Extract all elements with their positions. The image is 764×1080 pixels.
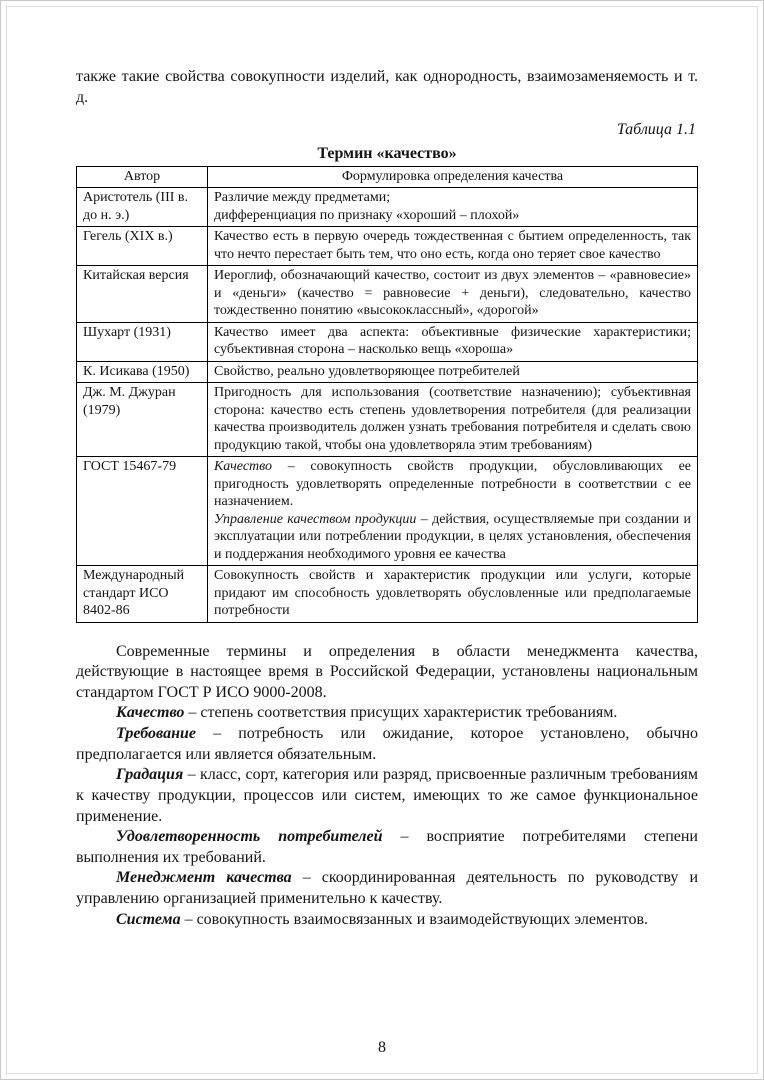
- body-paragraph: [76, 703, 698, 724]
- paragraph-text: – потребность или ожидание, которое установлено, обычно предполагается или является обязательным.: [76, 725, 698, 763]
- paragraph-text: – класс, сорт, категория или разряд, присвоенные различным требованиям к качеству продукции, процессов или систем, имеющих то же самое функциональное применение.: [76, 766, 698, 825]
- term-label: Удовлетворенность потребителей: [116, 828, 383, 846]
- table-row: [77, 188, 698, 227]
- body-paragraph: [76, 642, 698, 704]
- table-row: [77, 227, 698, 266]
- author-cell: Международный стандарт ИСО 8402-86: [77, 566, 208, 623]
- definition-column-header: Формулировка определения качества: [208, 166, 698, 188]
- term-label: Качество: [116, 704, 185, 722]
- table-caption: Таблица 1.1: [616, 120, 696, 138]
- table-row: [77, 566, 698, 623]
- definition-cell: Совокупность свойств и характеристик продукции или услуги, которые придают им способность удовлетворять обусловленные или предполагаемые потребности: [208, 566, 698, 623]
- table-row: [77, 361, 698, 383]
- body-paragraph: [76, 724, 698, 765]
- paragraph-text: Современные термины и определения в области менеджмента качества, действующие в настоящее время в Российской Федерации, установлены национальным стандартом ГОСТ Р ИСО 9000-2008.: [76, 642, 698, 701]
- definition-cell: Свойство, реально удовлетворяющее потребителей: [208, 361, 698, 383]
- term-label: Система: [116, 910, 181, 928]
- term-label: Менеджмент качества: [116, 869, 292, 887]
- paragraph-text: – восприятие потребителями степени выполнения их требований.: [76, 828, 698, 866]
- author-cell: ГОСТ 15467-79: [77, 457, 208, 566]
- page-content: [76, 67, 698, 930]
- term-table-body: [77, 188, 698, 623]
- author-cell: Аристотель (III в. до н. э.): [77, 188, 208, 227]
- table-row: [77, 322, 698, 361]
- table-header-row: [77, 166, 698, 188]
- body-paragraph: [76, 910, 698, 931]
- table-title: Термин «качество»: [317, 144, 457, 162]
- definition-cell: Качество имеет два аспекта: объективные физические характеристики; субъективная сторона – насколько вещь «хороша»: [208, 322, 698, 361]
- table-row: [77, 457, 698, 566]
- intro-paragraph: также такие свойства совокупности изделий, как однородность, взаимозаменяемость и т. д.: [76, 68, 698, 106]
- author-cell: Шухарт (1931): [77, 322, 208, 361]
- paragraph-text: – совокупность взаимосвязанных и взаимодействующих элементов.: [180, 910, 649, 928]
- term-table: [76, 166, 698, 623]
- table-row: [77, 383, 698, 457]
- body-paragraphs: [76, 642, 698, 931]
- page-number: 8: [378, 1039, 386, 1056]
- definition-cell: Качество – совокупность свойств продукции, обусловливающих ее пригодность удовлетворять определенные потребности в соответствии с ее назначением. Управление качеством продукции – действия, осуществляемые при создании и эксплуатации или потреблении продукции, в целях установления, обеспечения и поддержания необходимого уровня ее качества: [208, 457, 698, 566]
- author-column-header: Автор: [77, 166, 208, 188]
- author-cell: Китайская версия: [77, 266, 208, 323]
- term-label: Градация: [116, 766, 184, 784]
- body-paragraph: [76, 827, 698, 868]
- author-cell: К. Исикава (1950): [77, 361, 208, 383]
- author-cell: Гегель (XIX в.): [77, 227, 208, 266]
- author-cell: Дж. М. Джуран (1979): [77, 383, 208, 457]
- paragraph-text: – степень соответствия присущих характеристик требованиям.: [184, 704, 618, 722]
- body-paragraph: [76, 765, 698, 827]
- definition-cell: Качество есть в первую очередь тождественная с бытием определенность, так что нечто перестает быть тем, что оно есть, когда оно теряет свое качество: [208, 227, 698, 266]
- definition-cell: Пригодность для использования (соответствие назначению); субъективная сторона: качество есть степень удовлетворения потребителя (для реализации качества производитель должен узнать требования потребителя и сделать свою продукцию такой, чтобы она удовлетворяла этим требованиям): [208, 383, 698, 457]
- table-row: [77, 266, 698, 323]
- body-paragraph: [76, 868, 698, 909]
- definition-cell: Иероглиф, обозначающий качество, состоит из двух элементов – «равновесие» и «деньги» (качество = равновесие + деньги), следовательно, качество тождественно понятию «высококлассный», «дорогой»: [208, 266, 698, 323]
- definition-cell: Различие между предметами; дифференциация по признаку «хороший – плохой»: [208, 188, 698, 227]
- paragraph-text: – скоординированная деятельность по руководству и управлению организацией применительно к качеству.: [76, 869, 699, 908]
- term-label: Требование: [116, 725, 196, 743]
